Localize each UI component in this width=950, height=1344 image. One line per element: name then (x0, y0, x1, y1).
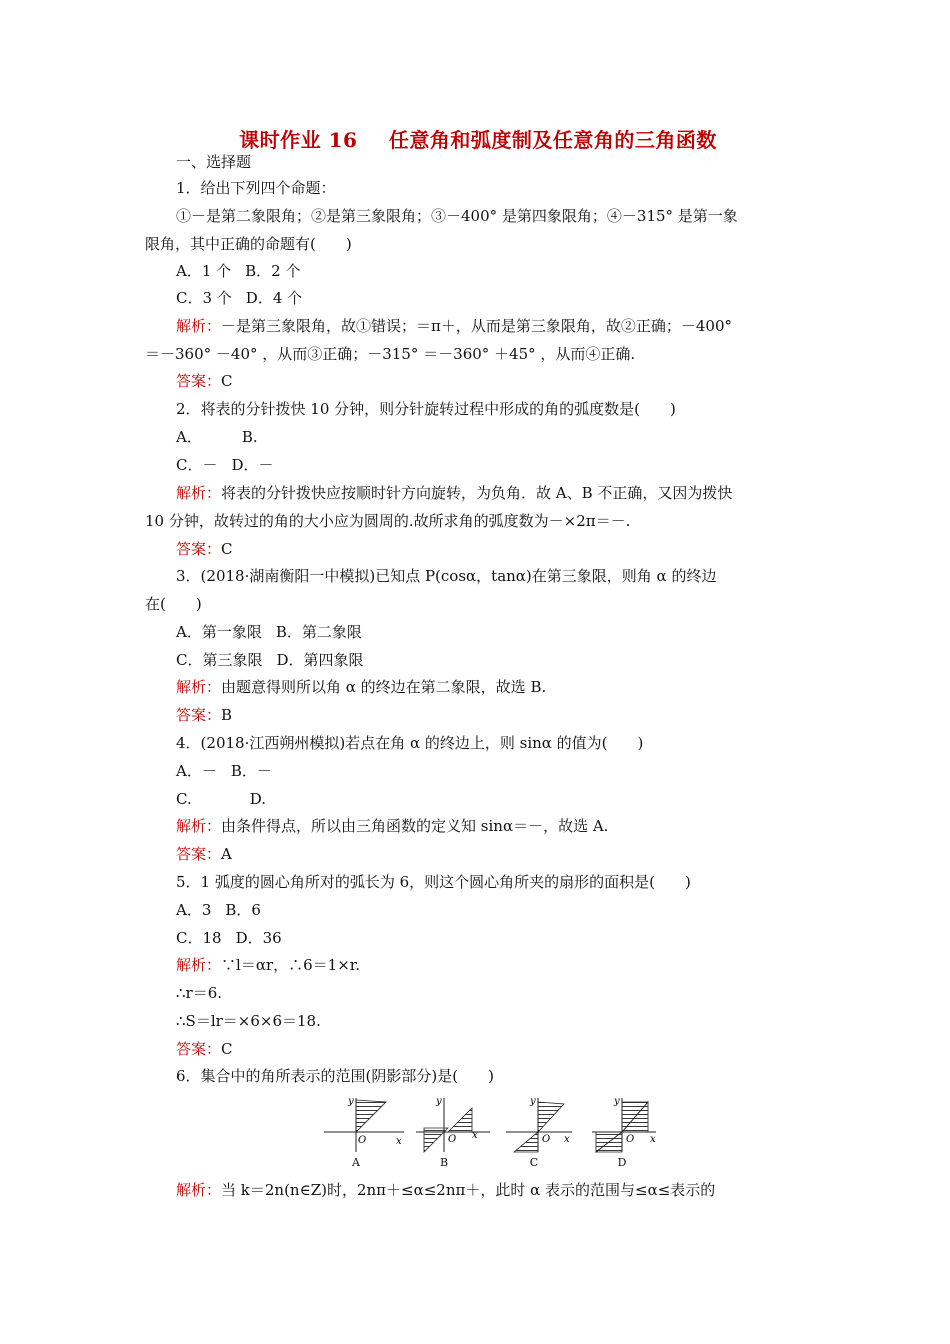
q5-analysis-text1: ∵l＝αr，∴6＝1×r. (221, 956, 361, 974)
q1-analysis-label: 解析： (176, 317, 222, 335)
q5-option-a: A．3 (176, 901, 212, 919)
q6-analysis-text1: 当 k＝2n(n∈Z)时，2nπ＋≤α≤2nπ＋，此时 α 表示的范围与≤α≤表示的 (221, 1181, 716, 1199)
figure-a-graph (318, 1094, 406, 1156)
q4-answer-label: 答案： (176, 845, 222, 863)
q1-analysis-line2: ＝－360° －40° ，从而③正确；－315° ＝－360° ＋45° ，从而④正确. (145, 345, 636, 363)
q1-text-line1: ①－是第二象限角；②是第三象限角；③－400° 是第四象限角；④－315° 是第一象 (176, 207, 738, 225)
figure-d-x-label: x (650, 1134, 656, 1145)
q3-answer (176, 705, 232, 725)
q2-options-ab (176, 427, 258, 447)
q1-option-a: A．1 个 (176, 262, 232, 280)
q1-answer-label: 答案： (176, 372, 222, 390)
q3-option-a: A．第一象限 (176, 623, 262, 641)
q6-option-figures (318, 1094, 668, 1172)
figure-a-x-label: x (396, 1136, 402, 1147)
q2-analysis-line2: 10 分钟，故转过的角的大小应为圆周的.故所求角的弧度数为－×2π＝－. (145, 512, 631, 530)
q4-analysis-label: 解析： (176, 817, 222, 835)
q3-stem-line1: 3．(2018·湖南衡阳一中模拟)已知点 P(cosα，tanα)在第三象限，则角 α 的终边 (176, 567, 717, 585)
q4-stem: 4．(2018·江西朔州模拟)若点在角 α 的终边上，则 sinα 的值为( ) (176, 734, 644, 752)
q2-option-c: C．－ (176, 456, 218, 474)
figure-a-label: A (352, 1156, 360, 1169)
q3-stem-line2: 在( ) (145, 595, 202, 613)
q3-analysis-text1: 由题意得则所以角 α 的终边在第二象限，故选 B. (221, 678, 547, 696)
q4-answer (176, 844, 232, 864)
figure-d (590, 1094, 678, 1172)
q3-option-b: B．第二象限 (275, 623, 362, 641)
q4-option-a: A．－ (176, 762, 217, 780)
q1-option-c: C．3 个 (176, 289, 232, 307)
figure-a-origin: O (358, 1135, 367, 1146)
figure-a-y-label: y (348, 1096, 354, 1107)
q5-options-ab (176, 900, 261, 920)
figure-c-label: C (529, 1156, 539, 1169)
q2-answer (176, 539, 233, 559)
q2-option-d: D．－ (231, 456, 274, 474)
figure-b-graph (410, 1094, 498, 1156)
figure-c-graph (502, 1094, 590, 1156)
figure-b-label: B (439, 1156, 449, 1169)
q2-answer-value: C (221, 540, 233, 558)
q1-options-ab (176, 261, 301, 281)
q1-analysis-line1 (176, 316, 732, 336)
q2-stem: 2．将表的分针拨快 10 分钟，则分针旋转过程中形成的角的弧度数是( ) (176, 400, 676, 418)
q6-analysis-line1 (176, 1180, 715, 1200)
q3-option-c: C．第三象限 (176, 651, 263, 669)
q4-options-cd (176, 789, 266, 809)
q3-answer-label: 答案： (176, 706, 222, 724)
q5-option-b: B．6 (225, 901, 261, 919)
q5-analysis-label: 解析： (176, 956, 222, 974)
title-sub: 任意角和弧度制及任意角的三角函数 (388, 128, 717, 152)
q1-answer (176, 371, 233, 391)
page-title (0, 124, 950, 153)
figure-b-x-label: x (472, 1130, 478, 1141)
q5-option-c: C．18 (176, 929, 222, 947)
figure-a (318, 1094, 406, 1172)
q5-analysis-line3: ∴S＝lr＝×6×6＝18. (176, 1012, 321, 1030)
q4-options-ab (176, 761, 272, 781)
q3-options-cd (176, 650, 364, 670)
q2-options-cd (176, 455, 274, 475)
q6-stem: 6．集合中的角所表示的范围(阴影部分)是( ) (176, 1067, 494, 1085)
figure-b (410, 1094, 498, 1172)
q1-option-b: B．2 个 (245, 262, 301, 280)
q4-option-d: D. (249, 790, 266, 808)
q5-analysis-line1 (176, 955, 360, 975)
q2-analysis-label: 解析： (176, 484, 222, 502)
q5-option-d: D．36 (235, 929, 282, 947)
q4-option-c: C. (176, 790, 192, 808)
q2-analysis-text1: 将表的分针拨快应按顺时针方向旋转，为负角．故 A、B 不正确，又因为拨快 (221, 484, 733, 502)
q3-answer-value: B (221, 706, 233, 724)
section-heading: 一、选择题 (176, 153, 252, 171)
title-main: 课时作业 16 (239, 128, 358, 152)
q3-analysis-label: 解析： (176, 678, 222, 696)
figure-b-y-label: y (436, 1096, 442, 1107)
q4-answer-value: A (221, 845, 232, 863)
q1-answer-value: C (221, 372, 233, 390)
q3-analysis-line1 (176, 677, 546, 697)
q5-options-cd (176, 928, 282, 948)
q2-option-a: A． (176, 428, 202, 446)
q5-analysis-line2: ∴r＝6. (176, 984, 223, 1002)
figure-c-y-label: y (530, 1096, 536, 1107)
q4-analysis-line1 (176, 816, 608, 836)
q1-options-cd (176, 288, 302, 308)
figure-d-label: D (617, 1156, 627, 1169)
q3-option-d: D．第四象限 (276, 651, 364, 669)
q4-option-b: B．－ (230, 762, 272, 780)
q5-stem: 5．1 弧度的圆心角所对的弧长为 6，则这个圆心角所夹的扇形的面积是( ) (176, 873, 691, 891)
q5-answer (176, 1039, 233, 1059)
q1-text-line2: 限角，其中正确的命题有( ) (145, 235, 352, 253)
q2-option-b: B. (241, 428, 258, 446)
figure-c (502, 1094, 590, 1172)
figure-c-origin: O (542, 1134, 551, 1145)
q4-analysis-text1: 由条件得点，所以由三角函数的定义知 sinα＝－，故选 A. (221, 817, 609, 835)
q5-answer-value: C (221, 1040, 233, 1058)
figure-c-x-label: x (564, 1134, 570, 1145)
figure-b-origin: O (448, 1134, 457, 1145)
figure-d-graph (590, 1094, 678, 1156)
q5-answer-label: 答案： (176, 1040, 222, 1058)
q3-options-ab (176, 622, 362, 642)
q1-option-d: D．4 个 (245, 289, 303, 307)
figure-d-y-label: y (614, 1096, 620, 1107)
q1-analysis-text1: －是第三象限角，故①错误；＝π＋，从而是第三象限角，故②正确；－400° (221, 317, 733, 335)
q2-answer-label: 答案： (176, 540, 222, 558)
q6-analysis-label: 解析： (176, 1181, 222, 1199)
q2-analysis-line1 (176, 483, 732, 503)
figure-d-origin: O (626, 1134, 635, 1145)
q1-stem: 1．给出下列四个命题： (176, 179, 336, 197)
